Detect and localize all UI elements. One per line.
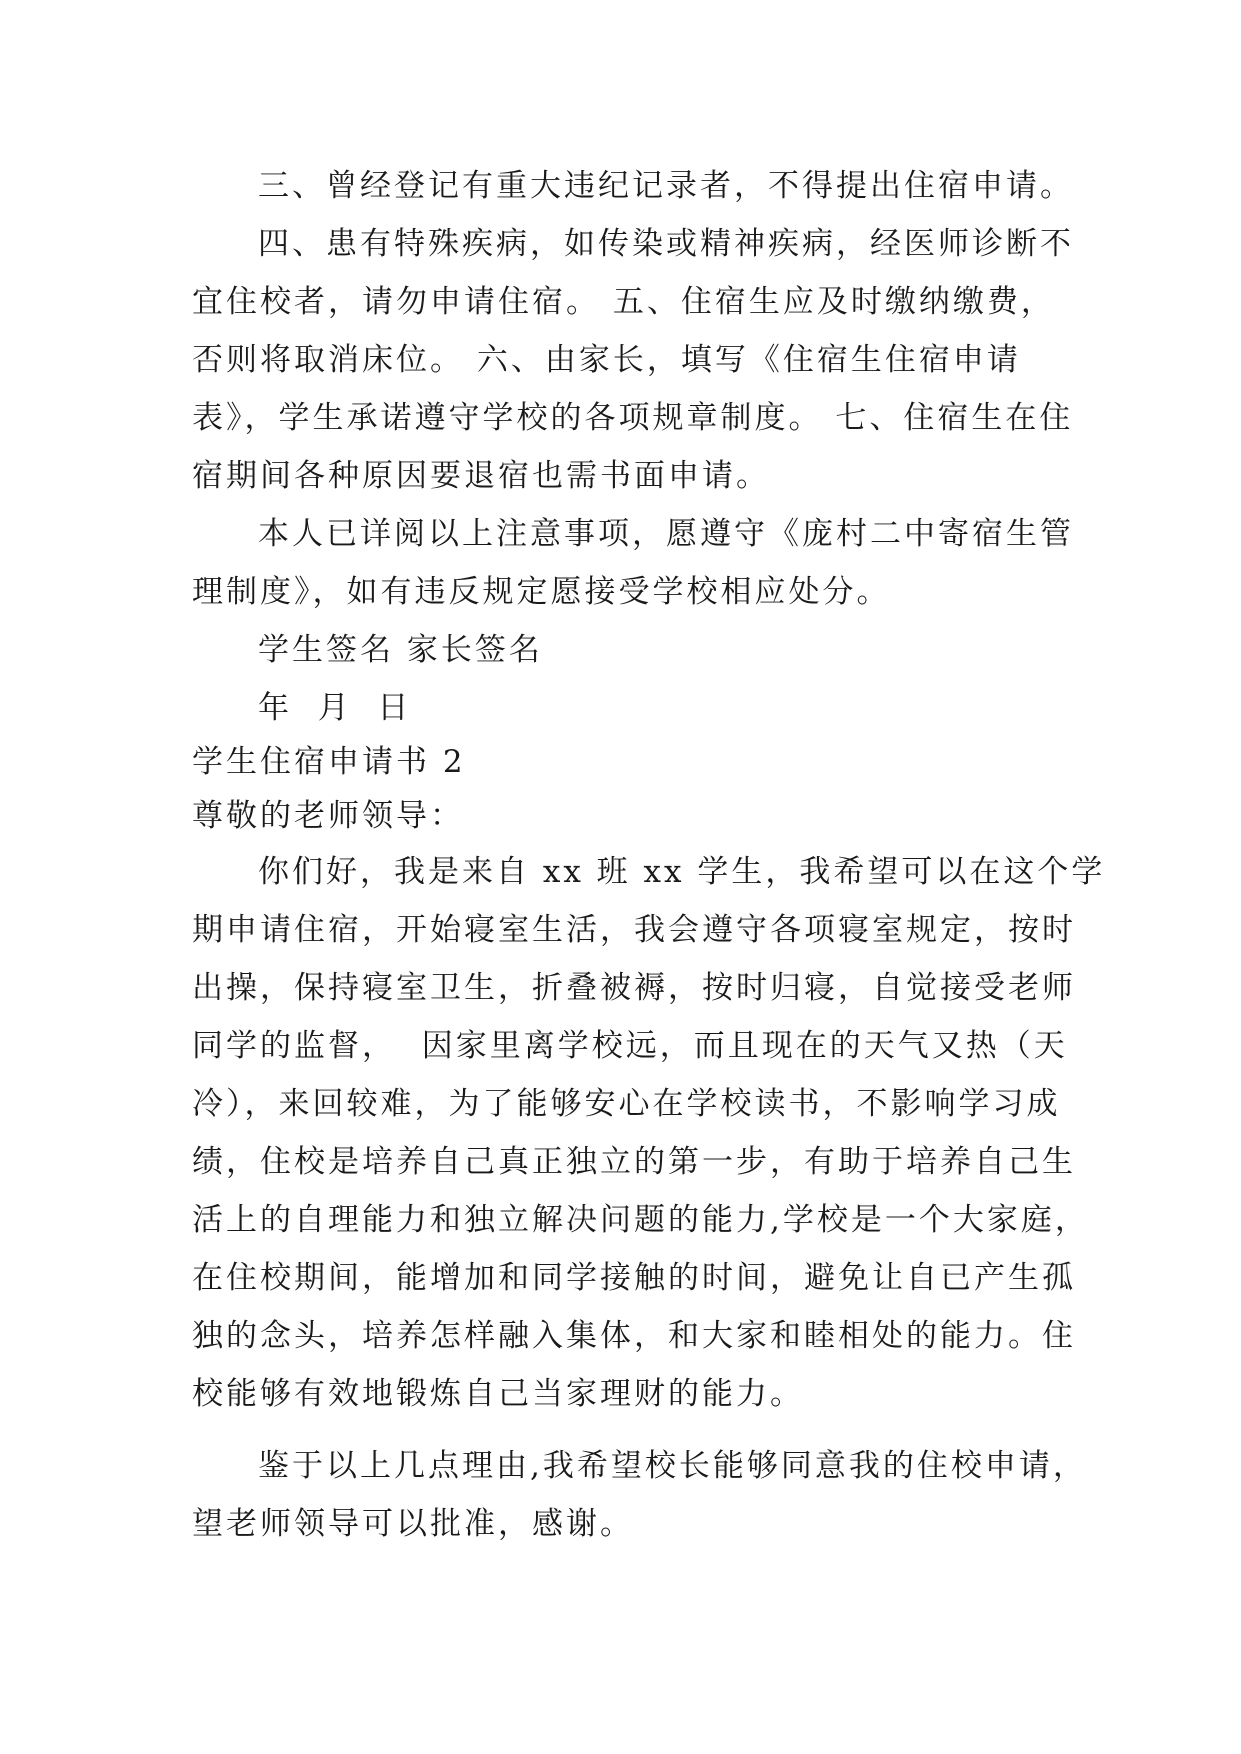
paragraph-line: 出操，保持寝室卫生，折叠被褥，按时归寝，自觉接受老师	[192, 970, 1076, 1006]
paragraph-line: 你们好，我是来自 xx 班 xx 学生，我希望可以在这个学	[258, 854, 1106, 890]
paragraph-line: 宜住校者，请勿申请住宿。 五、住宿生应及时缴纳缴费，	[192, 284, 1055, 320]
paragraph-line: 期申请住宿，开始寝室生活，我会遵守各项寝室规定，按时	[192, 912, 1076, 948]
paragraph-line: 鉴于以上几点理由,我希望校长能够同意我的住校申请，	[258, 1448, 1087, 1484]
paragraph-line: 否则将取消床位。 六、由家长，填写《住宿生住宿申请	[192, 342, 1021, 378]
paragraph-line: 本人已详阅以上注意事项，愿遵守《庞村二中寄宿生管	[258, 516, 1074, 552]
paragraph-line: 宿期间各种原因要退宿也需书面申请。	[192, 458, 770, 494]
paragraph-line: 在住校期间，能增加和同学接触的时间，避免让自已产生孤	[192, 1260, 1076, 1296]
paragraph-line: 表》，学生承诺遵守学校的各项规章制度。 七、住宿生在住	[192, 400, 1074, 436]
paragraph-line: 同学的监督， 因家里离学校远，而且现在的天气又热（天	[192, 1028, 1068, 1064]
salutation: 尊敬的老师领导：	[192, 798, 464, 834]
paragraph-line: 校能够有效地锻炼自己当家理财的能力。	[192, 1376, 804, 1412]
paragraph-line: 望老师领导可以批准，感谢。	[192, 1506, 634, 1542]
paragraph-line: 四、患有特殊疾病，如传染或精神疾病，经医师诊断不	[258, 226, 1074, 262]
paragraph-line: 活上的自理能力和独立解决问题的能力,学校是一个大家庭，	[192, 1202, 1089, 1238]
date-line: 年 月 日	[258, 690, 412, 726]
section-title: 学生住宿申请书 2	[192, 744, 466, 780]
paragraph-line: 独的念头，培养怎样融入集体，和大家和睦相处的能力。住	[192, 1318, 1076, 1354]
paragraph-line: 绩，住校是培养自己真正独立的第一步，有助于培养自己生	[192, 1144, 1076, 1180]
paragraph-line: 冷），来回较难，为了能够安心在学校读书，不影响学习成	[192, 1086, 1061, 1122]
paragraph-line: 理制度》，如有违反规定愿接受学校相应处分。	[192, 574, 891, 610]
paragraph-line: 三、曾经登记有重大违纪记录者，不得提出住宿申请。	[258, 168, 1074, 204]
signature-line: 学生签名 家长签名	[258, 632, 543, 668]
